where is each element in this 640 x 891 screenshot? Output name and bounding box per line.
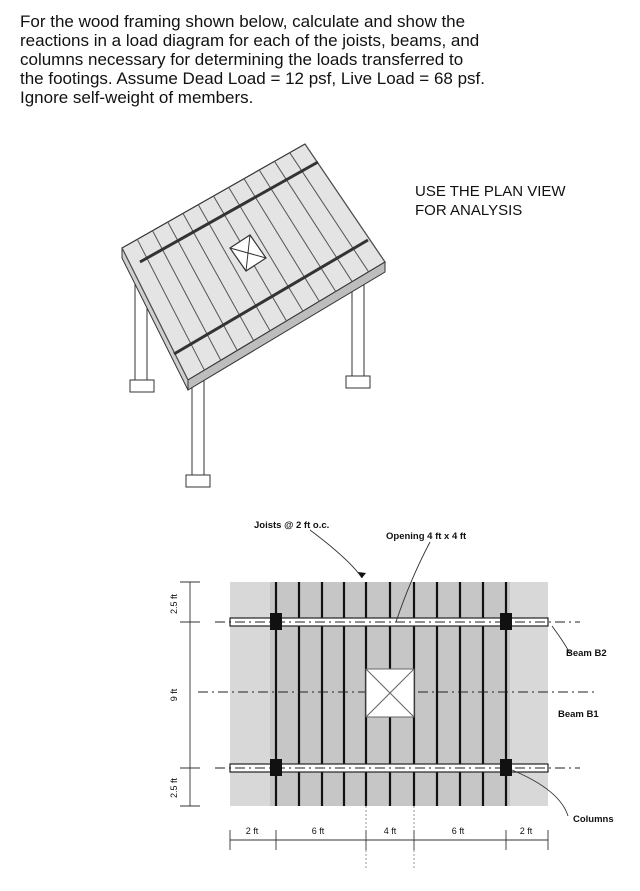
problem-line: columns necessary for determining the loads transferred to: [20, 50, 464, 69]
dim-guides: [366, 806, 414, 870]
vertical-dimension: [180, 582, 200, 806]
dim-horizontal: 2 ft: [519, 826, 533, 836]
problem-line: reactions in a load diagram for each of the joists, beams, and: [20, 31, 480, 50]
label-beam-b2: Beam B2: [566, 648, 607, 659]
opening: [366, 669, 414, 717]
note-line: FOR ANALYSIS: [415, 202, 523, 219]
column: [500, 613, 512, 630]
label-columns: Columns: [573, 814, 614, 825]
column: [270, 759, 282, 776]
problem-line: For the wood framing shown below, calculate and show the: [20, 12, 466, 31]
dim-vertical-mid: 9 ft: [169, 688, 179, 702]
label-beam-b1: Beam B1: [558, 709, 599, 720]
problem-line: the footings. Assume Dead Load = 12 psf, Live Load = 68 psf.: [20, 69, 485, 88]
note-line: USE THE PLAN VIEW: [415, 183, 566, 200]
beam-b2: [215, 618, 580, 626]
label-opening: Opening 4 ft x 4 ft: [386, 531, 467, 542]
joist-arrow: [358, 572, 366, 578]
dim-horizontal: 4 ft: [383, 826, 397, 836]
column: [500, 759, 512, 776]
label-joists: Joists @ 2 ft o.c.: [254, 520, 330, 531]
column: [270, 613, 282, 630]
dim-horizontal: 6 ft: [311, 826, 325, 836]
problem-line: Ignore self-weight of members.: [20, 88, 254, 107]
beam-b1: [215, 764, 580, 772]
dim-horizontal: 2 ft: [245, 826, 259, 836]
dim-vertical-bottom: 2.5 ft: [169, 777, 179, 799]
dim-horizontal: 6 ft: [451, 826, 465, 836]
dim-vertical-top: 2.5 ft: [169, 593, 179, 615]
